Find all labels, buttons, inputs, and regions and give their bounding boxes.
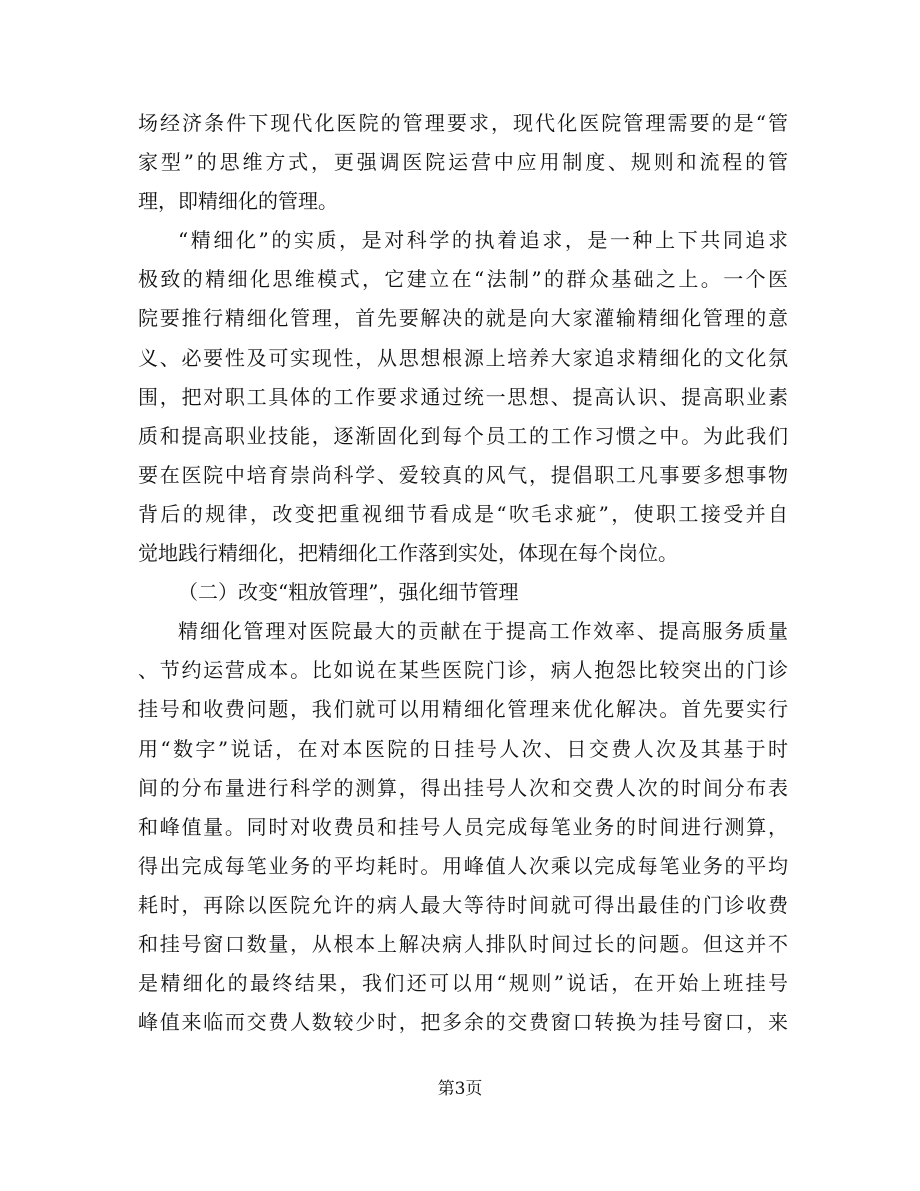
section-heading: （二）改变“粗放管理”，强化细节管理: [178, 580, 519, 605]
text-line: 挂号和收费问题，我们就可以用精细化管理来优化解决。首先要实行: [138, 697, 788, 722]
text-line: 场经济条件下现代化医院的管理要求，现代化医院管理需要的是“管: [138, 111, 788, 135]
text-line: 是精细化的最终结果，我们还可以用“规则”说话，在开始上班挂号: [138, 971, 788, 996]
text-line: 围，把对职工具体的工作要求通过统一思想、提高认识、提高职业素: [138, 384, 788, 409]
text-line: 耗时，再除以医院允许的病人最大等待时间就可得出最佳的门诊收费: [138, 892, 788, 917]
page-number: 第3页: [437, 1079, 483, 1099]
text-line: 觉地践行精细化，把精细化工作落到实处，体现在每个岗位。: [138, 541, 678, 566]
body-text: [138, 104, 788, 1042]
text-line: 极致的精细化思维模式，它建立在“法制”的群众基础之上。一个医: [138, 267, 788, 292]
text-line: 要在医院中培育崇尚科学、爱较真的风气，提倡职工凡事要多想事物: [138, 462, 788, 487]
text-line: 用“数字”说话，在对本医院的日挂号人次、日交费人次及其基于时: [138, 736, 788, 761]
text-line: 得出完成每笔业务的平均耗时。用峰值人次乘以完成每笔业务的平均: [138, 853, 788, 878]
text-line: “精细化”的实质，是对科学的执着追求，是一种上下共同追求: [178, 228, 788, 253]
text-line: 和挂号窗口数量，从根本上解决病人排队时间过长的问题。但这并不: [138, 931, 788, 956]
text-line: 家型”的思维方式，更强调医院运营中应用制度、规则和流程的管: [138, 150, 788, 175]
text-line: 义、必要性及可实现性，从思想根源上培养大家追求精细化的文化氛: [138, 345, 788, 370]
text-line: 质和提高职业技能，逐渐固化到每个员工的工作习惯之中。为此我们: [138, 423, 788, 448]
text-line: 和峰值量。同时对收费员和挂号人员完成每笔业务的时间进行测算，: [138, 814, 788, 839]
text-line: 峰值来临而交费人数较少时，把多余的交费窗口转换为挂号窗口，来: [138, 1010, 788, 1035]
text-line: 理，即精细化的管理。: [138, 189, 338, 214]
text-line: 精细化管理对医院最大的贡献在于提高工作效率、提高服务质量: [178, 619, 788, 644]
text-line: 背后的规律，改变把重视细节看成是“吹毛求疵”，使职工接受并自: [138, 501, 788, 526]
text-line: 院要推行精细化管理，首先要解决的就是向大家灌输精细化管理的意: [138, 306, 788, 331]
text-line: 间的分布量进行科学的测算，得出挂号人次和交费人次的时间分布表: [138, 775, 788, 800]
text-line: 、节约运营成本。比如说在某些医院门诊，病人抱怨比较突出的门诊: [138, 658, 788, 683]
